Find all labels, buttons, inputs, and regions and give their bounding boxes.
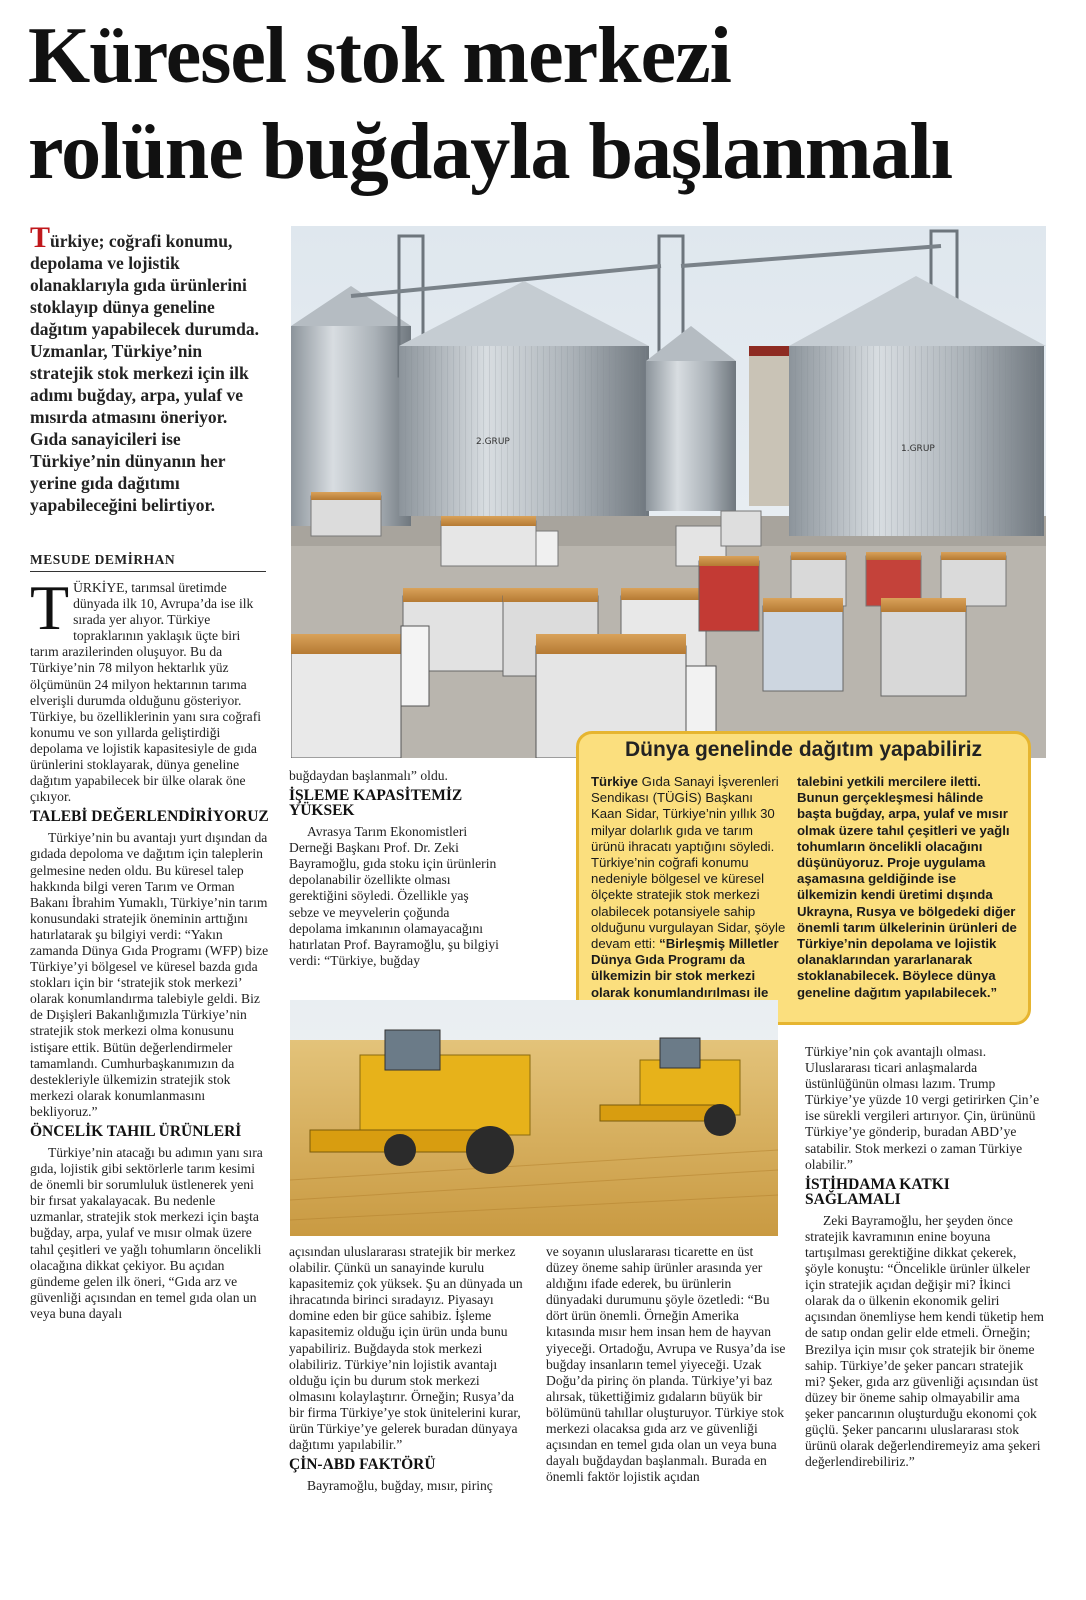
col2-lower-paragraph-2: Bayramoğlu, buğday, mısır, pirinç xyxy=(307,1478,493,1494)
callout-box xyxy=(576,731,1031,1025)
callout-title: Dünya genelinde dağıtım yapabiliriz xyxy=(624,738,983,761)
col4-paragraph-2: Zeki Bayramoğlu, her şeyden önce stratejik kavramının enine boyuna tartışılması gerektiğine dikkat çekerek, şöyle konuştu: “Öncelikle ürünler ülkeler için stratejik açıdan değişir mi? İkinci olarak da o ülkenin ekonomik geliri açısından önemliyse hem kendi tüketip hem de satıp ondan gelir elde etmeli. Örneğin; Brezilya için mısır çok stratejik bir öneme sahip. Türkiye’de şeker pancarı stratejik mi? Şeker, gıda arz güvenliği açısından üst düzey bir öneme sahip olmayabilir ama şeker pancarının oluşturduğu ekonomi çok güçlü. Şeker pancarını uluslararası stok ürünü olarak değerlendiremeyiz ama şekeri değerlendirebiliriz.” xyxy=(805,1212,1044,1470)
harvest-photo xyxy=(290,1000,778,1236)
subhead-cin-abd: ÇİN-ABD FAKTÖRÜ xyxy=(289,1456,436,1474)
callout-bold-start: Türkiye xyxy=(591,774,638,789)
lead-text: ürkiye; coğrafi konumu, depolama ve lojistik olanaklarıyla gıda ürünlerini stoklayıp dünya geneline dağıtım yapabilecek durumda. Uzmanlar, Türkiye’nin stratejik stok merkezi için ilk adımı buğday, arpa, yulaf ve mısırda atmasını öneriyor. Gıda sanayicileri ise Türkiye’nin dünyanın her yerine gıda dağıtımı yapabileceğini belirtiyor. xyxy=(30,231,259,515)
col2-paragraph-2: Avrasya Tarım Ekonomistleri Derneği Başkanı Prof. Dr. Zeki Bayramoğlu, gıda stoku için ürünlerin depolanabilir özellikte olması gerektiğini söyledi. Özellikle yaş sebze ve meyvelerin çoğunda depolama imkanının olamayacağını hatırlatan Prof. Bayramoğlu, şu bilgiyi verdi: “Türkiye, buğday xyxy=(289,824,499,968)
column-3-lower xyxy=(546,1244,786,1485)
silo-label-2: 2.GRUP xyxy=(476,437,510,447)
callout-left-quote: “Birleşmiş Milletler Dünya Gıda Programı da ülkemizin bir stok merkezi olarak konumlandırılması ile xyxy=(591,936,779,1000)
column-1 xyxy=(30,572,270,1322)
headline-line-1: Küresel stok merkezi xyxy=(28,12,731,100)
column-2-lower xyxy=(289,1244,529,1494)
callout-right-quote: talebini yetkili mercilere iletti. Bunun gerçekleşmesi hâlinde başta buğday, arpa, yulaf ve mısır olmak üzere tahıl çeşitleri ve yağlı tohumların öncelikli olacağını düşünüyoruz. Proje uygulama aşamasına geldiğinde ise ülkemizin kendi üretimi dışında Ukrayna, Rusya ve bölgedeki diğer önemli tarım ülkelerinin ürünleri de Türkiye’nin depolama ve lojistik olanaklarından yararlanarak stoklanabilecek. Böylece dünya geneline dağıtım yapılabilecek.” xyxy=(797,774,1017,1000)
col3-paragraph-1: ve soyanın uluslararası ticarette en üst düzey öneme sahip ürünler arasında yer aldığını ifade ederek, bu ürünlerin dünyadaki durumunu şöyle özetledi: “Bu dört ürün önemli. Örneğin Amerika kıtasında mısır hem insan hem de hayvan yiyeceği. Ortadoğu, Avrupa ve Rusya’da ise buğday insanların temel yiyeceği. Uzak Doğu’da pirinç ön planda. Türkiye’yi baz alırsak, tükettiğimiz gıdaların büyük bir bölümünü tahıllar oluşturuyor. Türkiye stok merkezi olacaksa gıda arz ve güvenliği açısından en temel gıda olan un veya buna dayalı buğdaydan başlanmalı. Burada en önemli faktör lojistik açıdan xyxy=(546,1244,786,1485)
subhead-talebi: TALEBİ DEĞERLENDİRİYORUZ xyxy=(30,808,269,826)
drop-cap: T xyxy=(30,572,70,643)
silo-trucks-photo xyxy=(291,226,1046,758)
col1-paragraph-3: Türkiye’nin atacağı bu adımın yanı sıra gıda, lojistik gibi sektörlerle tarım kesimi de önemli bir sorumluluk üstlenerek yeni bir fırsat yakalayacak. Bu nedenle uzmanlar, stratejik stok merkezi için başta buğday, arpa, yulaf ve mısır olmak üzere tahıl çeşitleri ve yağlı tohumların öncelikli olacağına dikkat çekiyor. Bu açıdan gündeme gelen ilk öneri, “Gıda arz ve güvenliği açısından en temel gıda olan un veya buna dayalı xyxy=(30,1145,263,1321)
headline-line-2: rolüne buğdayla başlanmalı xyxy=(28,108,952,196)
headline xyxy=(28,8,1068,200)
lead-initial: T xyxy=(30,221,51,254)
col2-paragraph-1: buğdaydan başlanmalı” oldu. xyxy=(289,768,448,783)
byline: MESUDE DEMİRHAN xyxy=(30,552,266,572)
callout-right-column xyxy=(797,774,1019,1001)
col2-lower-paragraph-1: açısından uluslararası stratejik bir merkez olabilir. Çünkü un sanayinde kurulu kapasitemiz çok yüksek. Şu an dünyada un ihracatında birinci sıradayız. Piyasayı domine eden bir güce sahibiz. İşleme kapasitemiz olduğu için ürün unda bunu yapabiliriz. Buğdayda stok merkezi olabiliriz. Türkiye’nin lojistik avantajı olduğu için bu durum stok merkezi olmasını kolaylaştırır. Örneğin; Rusya’da bir firma Türkiye’ye stok ünitelerini kurar, ürün Türkiye’ye gelerek buradan dünyaya dağıtımı yapılabilir.” xyxy=(289,1244,523,1453)
lead-paragraph xyxy=(30,221,266,516)
callout-left-column xyxy=(591,774,787,1017)
subhead-oncelik: ÖNCELİK TAHIL ÜRÜNLERİ xyxy=(30,1123,242,1140)
subhead-istihdam: İSTİHDAMA KATKI SAĞLAMALI xyxy=(805,1175,950,1208)
silo-label-1: 1.GRUP xyxy=(901,444,935,454)
col1-paragraph-1: ÜRKİYE, tarımsal üretimde dünyada ilk 10, Avrupa’da ise ilk sırada yer alıyor. Türkiye topraklarının yaklaşık üçte biri tarım arazilerinden oluşuyor. Bu da Türkiye’nin 78 milyon hektarlık yüz ölçümünün 24 milyon hektarının tarıma elverişli durumda olduğunu gösteriyor. Türkiye, bu özelliklerinin yanı sıra coğrafi konumu ve son yıllarda geliştirdiği depolama ve lojistik kapasitesiyle de gıda ürünlerini stoklayarak, dünya geneline dağıtım yapabilecek bir ülke olarak öne çıkıyor. xyxy=(30,580,262,805)
callout-left-text: Gıda Sanayi İşverenleri Sendikası (TÜGİS) Başkanı Kaan Sidar, Türkiye’nin yıllık 30 milyar dolarlık gıda ve tarım ürünü ihracatı yaptığını söyledi. Türkiye’nin coğrafi konumu nedeniyle bölgesel ve küresel ölçekte stratejik stok merkezi olabilecek potansiyele sahip olduğunu vurgulayan Sidar, şöyle devam etti: xyxy=(591,774,786,952)
subhead-isleme: İŞLEME KAPASİTEMİZ YÜKSEK xyxy=(289,787,463,820)
column-2-upper xyxy=(289,768,501,969)
col1-paragraph-2: Türkiye’nin bu avantajı yurt dışından da gıdada depoloma ve dağıtım için taleplerin gelmesine neden oldu. Bu küresel talep hakkında bilgi veren Tarım ve Orman Bakanı İbrahim Yumaklı, Türkiye’nin tarım konusundaki stratejik öneminin arttığını hatırlatarak şu bilgiyi verdi: “Yakın zamanda Dünya Gıda Programı (WFP) bize Türkiye’yi bölgesel ve küresel bazda gıda stokları için bir ‘stratejik stok merkezi’ olarak konumlandırma talebiyle geldi. Biz de Dışişleri Bakanlığımızla Türkiye’nin stratejik stok merkezi olma konusunu istişare ettik. Bütün değerlendirmeler tamamlandı. Cumhurbaşkanımızın da destekleriyle ülkemizin stratejik stok merkezi olarak konumlanmasını bekliyoruz.” xyxy=(30,830,269,1119)
column-4 xyxy=(805,1044,1045,1470)
col4-paragraph-1: Türkiye’nin çok avantajlı olması. Uluslararası ticari anlaşmalarda üstünlüğünün olması lazım. Trump Türkiye’ye yüzde 10 vergi getirirken Çin’e ise sürekli vergileri artırıyor. Çin, ürününü Türkiye’ye gönderip, buradan ABD’ye satabilir. Stok merkezi o zaman Türkiye olabilir.” xyxy=(805,1044,1040,1172)
